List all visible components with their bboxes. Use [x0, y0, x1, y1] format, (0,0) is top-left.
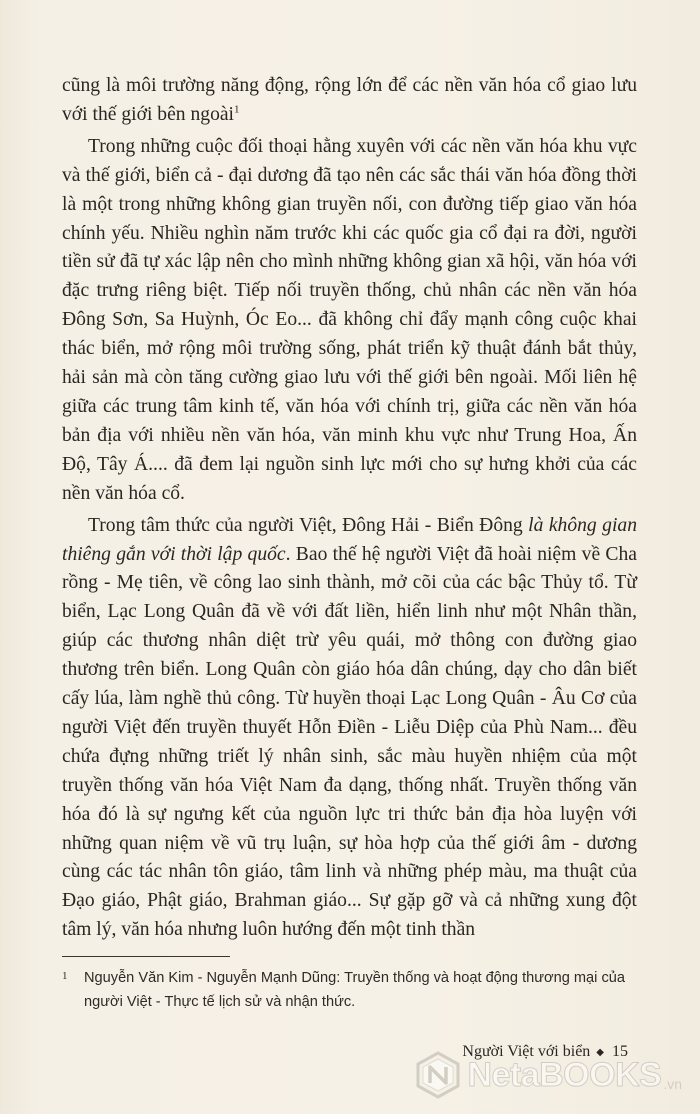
footnote: [62, 966, 637, 1014]
paragraph-3-italic: là không gian thiêng gắn với thời lập quốc: [62, 514, 637, 565]
footnote-divider: [62, 956, 230, 957]
paragraph-3-rest: . Bao thế hệ người Việt đã hoài niệm về Cha rồng - Mẹ tiên, về công lao sinh thành, mở cõi của các bậc Thủy tổ. Từ biển, Lạc Long Quân đã về với đất liền, hiển linh như một Nhân thần, giúp các thương nhân diệt trừ yêu quái, mở thông con đường giao thương trên biển. Long Quân còn giáo hóa dân chúng, dạy cho dân biết cấy lúa, làm nghề thủ công. Từ huyền thoại Lạc Long Quân - Âu Cơ của người Việt đến truyền thuyết Hỗn Điền - Liễu Diệp của Phù Nam... đều chứa đựng những triết lý nhân sinh, sắc màu huyền nhiệm của một truyền thống văn hóa Việt Nam đa dạng, thống nhất. Truyền thống văn hóa đó là sự ngưng kết của nguồn lực tri thức bản địa hòa luyện với những quan niệm về vũ trụ luận, sự hòa hợp của thế giới âm - dương cùng các tác nhân tôn giáo, tâm linh và những phép màu, ma thuật của Đạo giáo, Phật giáo, Brahman giáo... Sự gặp gỡ và cả những xung đột tâm lý, văn hóa nhưng luôn hướng đến một tinh thần: [62, 543, 637, 941]
footnote-reference: 1: [234, 103, 240, 116]
diamond-separator-icon: ◆: [596, 1046, 604, 1058]
running-footer: [462, 1043, 628, 1061]
paragraph-1: [62, 72, 637, 130]
paragraph-3: [62, 512, 637, 946]
paragraph-2: Trong những cuộc đối thoại hằng xuyên với các nền văn hóa khu vực và thế giới, biển cả - đại dương đã tạo nên các sắc thái văn hóa đồng thời là một trong những không gian truyền nối, con đường tiếp giao văn hóa chính yếu. Nhiều nghìn năm trước khi các quốc gia cổ đại ra đời, người tiền sử đã tự xác lập nên cho mình những không gian xã hội, văn hóa với đặc trưng riêng biệt. Tiếp nối truyền thống, chủ nhân các nền văn hóa Đông Sơn, Sa Huỳnh, Óc Eo... đã không chỉ đẩy mạnh công cuộc khai thác biển, mở rộng môi trường sống, phát triển kỹ thuật đánh bắt thủy, hải sản mà còn tăng cường giao lưu với thế giới bên ngoài. Mối liên hệ giữa các trung tâm kinh tế, văn hóa với chính trị, giữa các nền văn hóa bản địa với nhiều nền văn hóa, văn minh khu vực như Trung Hoa, Ấn Độ, Tây Á.... đã đem lại nguồn sinh lực mới cho sự hưng khởi của các nền văn hóa cổ.: [62, 135, 637, 504]
body-text: [62, 72, 637, 945]
footnote-number: 1: [62, 970, 68, 982]
paragraph-3-start: Trong tâm thức của người Việt, Đông Hải - Biển Đông: [88, 514, 529, 536]
watermark-brand: NetaBOOKS: [467, 1055, 662, 1094]
running-title: Người Việt với biển: [462, 1043, 591, 1060]
page-number: 15: [612, 1043, 628, 1060]
netabooks-logo-icon: [413, 1050, 463, 1100]
footnote-text: Nguyễn Văn Kim - Nguyễn Mạnh Dũng: Truyền thống và hoạt động thương mại của người Việt - Thực tế lịch sử và nhận thức.: [84, 970, 625, 1010]
paragraph-1-text: cũng là môi trường năng động, rộng lớn để các nền văn hóa cổ giao lưu với thế giới bên ngoài: [62, 75, 637, 125]
watermark-suffix: .vn: [663, 1076, 682, 1092]
